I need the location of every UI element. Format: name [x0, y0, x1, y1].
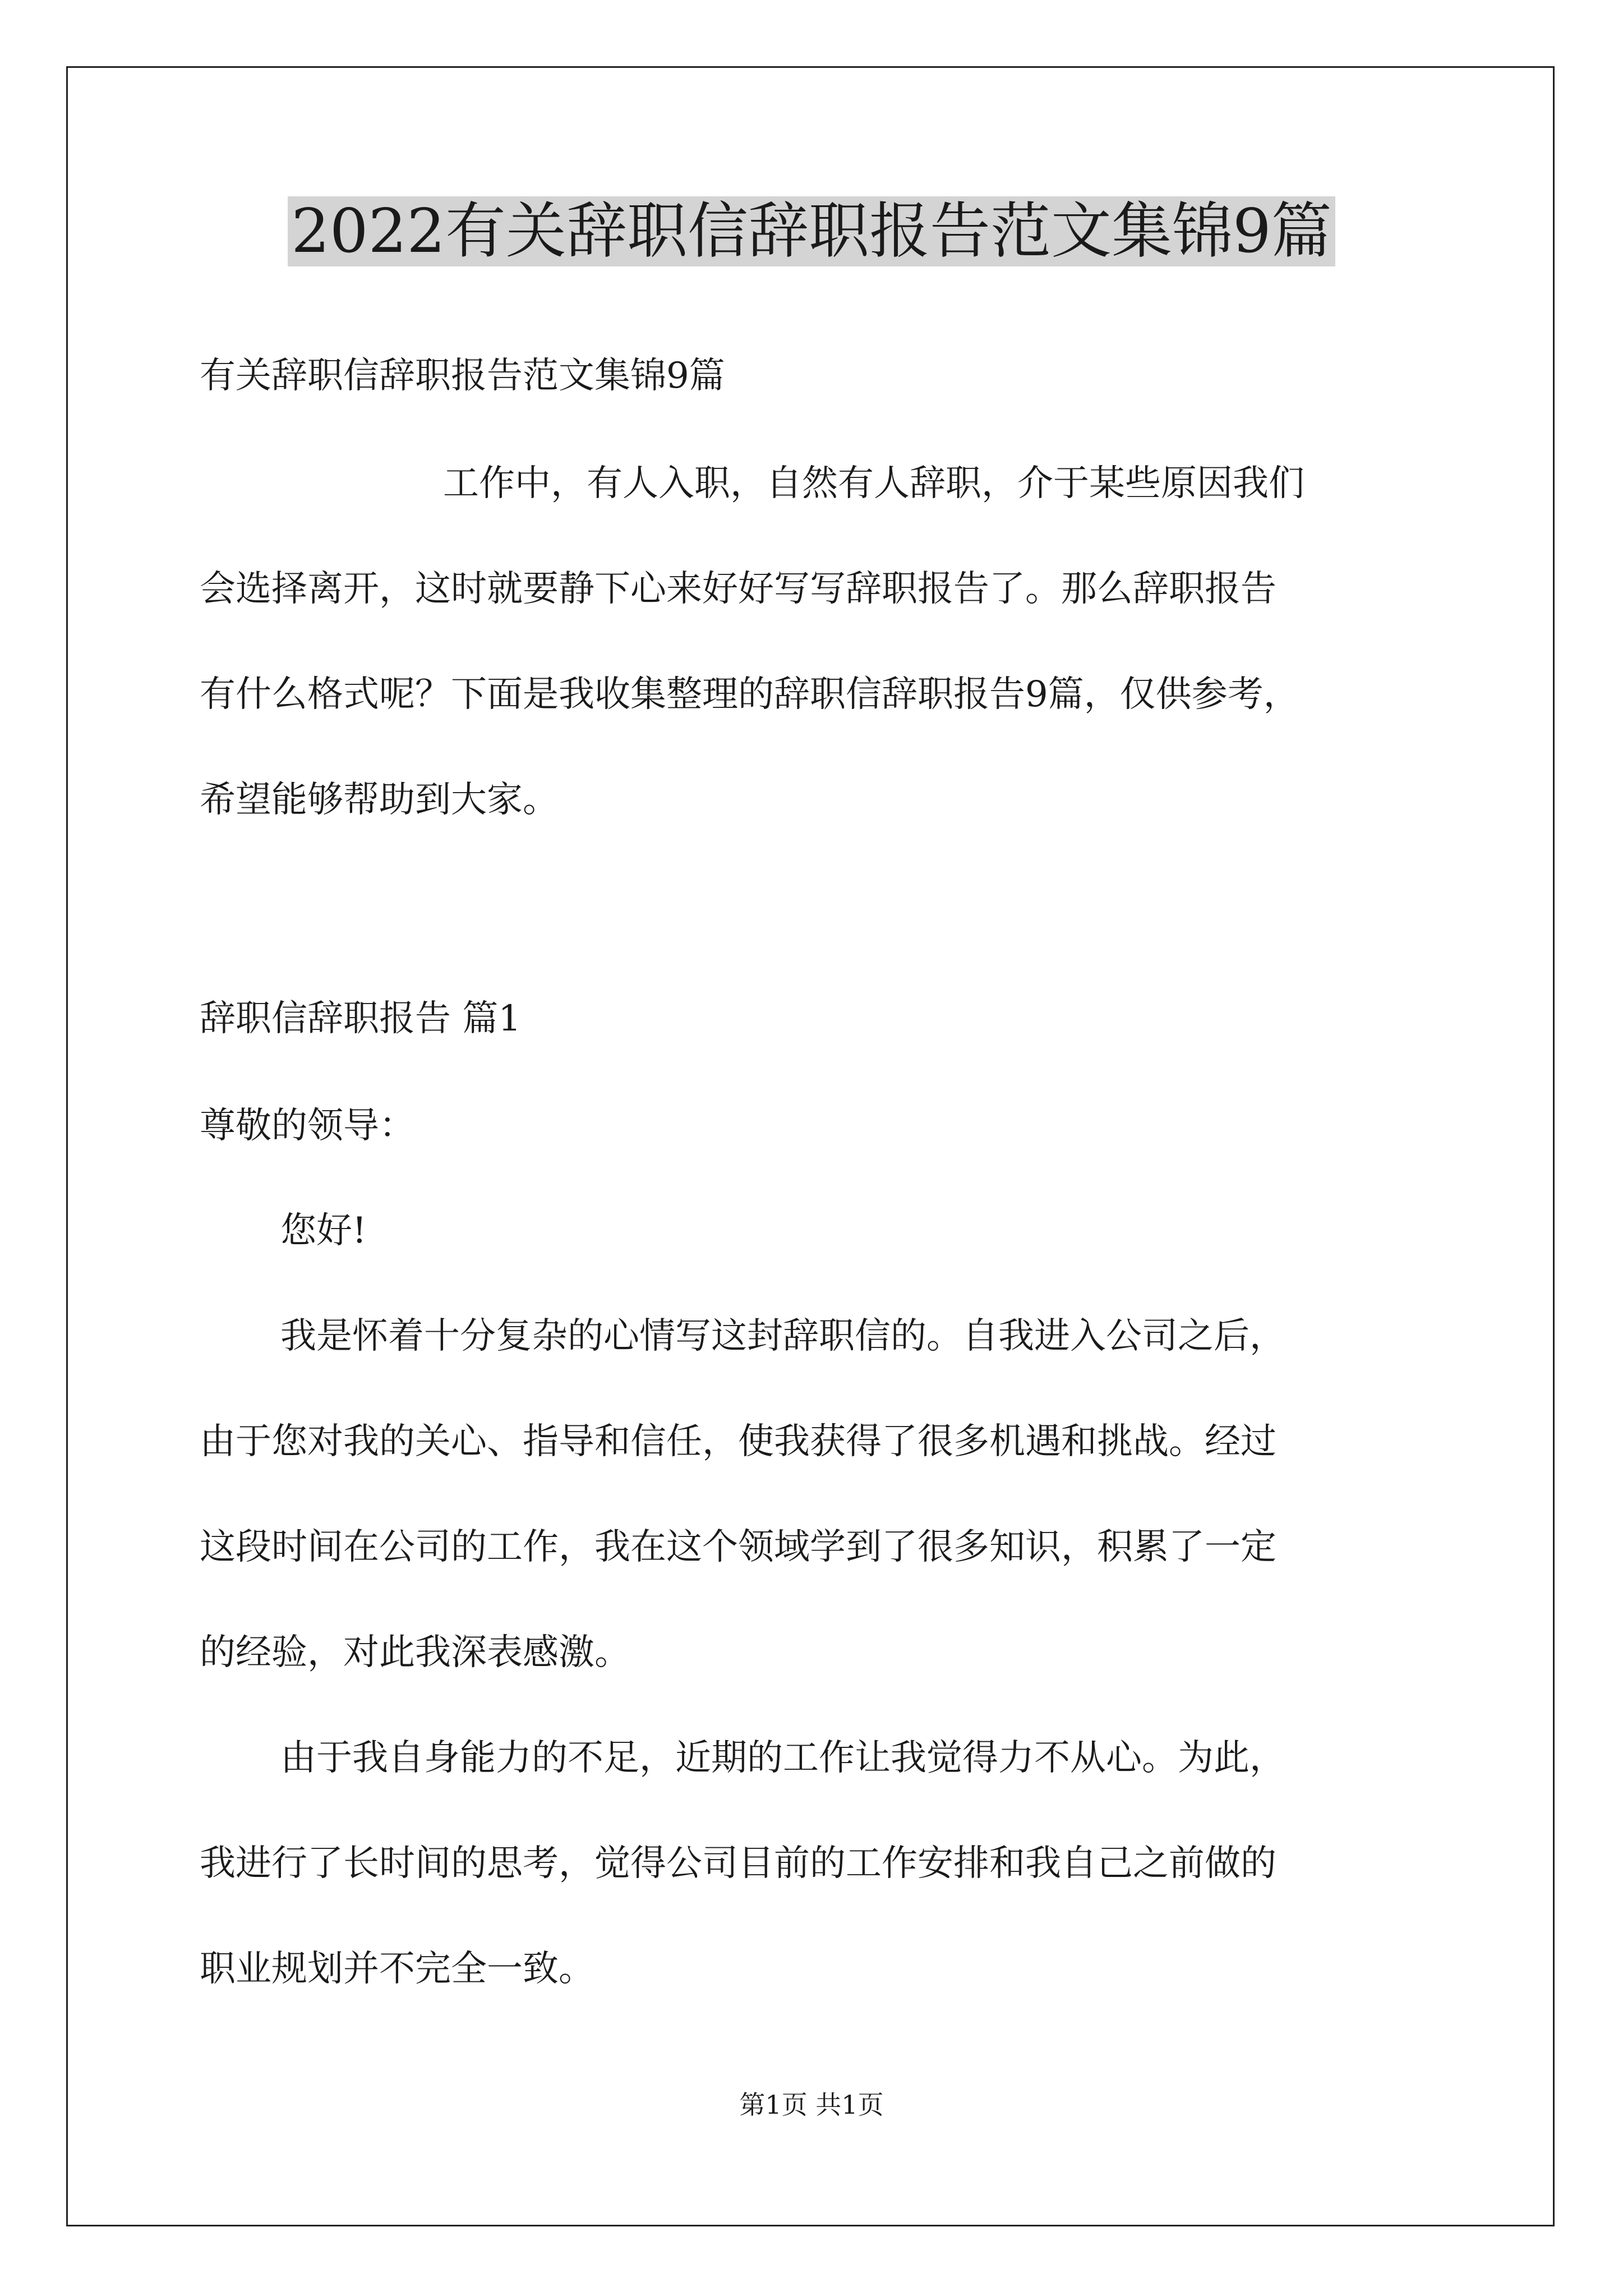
- salutation: 尊敬的领导：: [200, 1105, 415, 1147]
- paragraph-line: 由于您对我的关心、指导和信任，使我获得了很多机遇和挑战。经过: [200, 1421, 1276, 1462]
- document-title-text: 2022有关辞职信辞职报告范文集锦9篇: [288, 196, 1335, 266]
- intro-line: 希望能够帮助到大家。: [200, 779, 559, 821]
- paragraph-line: 我是怀着十分复杂的心情写这封辞职信的。自我进入公司之后，: [280, 1315, 1285, 1357]
- intro-line: 会选择离开，这时就要静下心来好好写写辞职报告了。那么辞职报告: [200, 568, 1276, 610]
- intro-line: 工作中，有人入职，自然有人辞职，介于某些原因我们: [443, 463, 1304, 504]
- document-title: [0, 190, 1623, 274]
- paragraph-line: 我进行了长时间的思考，觉得公司目前的工作安排和我自己之前做的: [200, 1843, 1276, 1884]
- intro-line: 有什么格式呢？下面是我收集整理的辞职信辞职报告9篇，仅供参考，: [200, 674, 1299, 715]
- paragraph-line: 的经验，对此我深表感激。: [200, 1632, 630, 1673]
- section-heading: 辞职信辞职报告 篇1: [200, 998, 522, 1039]
- paragraph-line: 由于我自身能力的不足，近期的工作让我觉得力不从心。为此，: [280, 1737, 1285, 1779]
- paragraph-line: 职业规划并不完全一致。: [200, 1948, 594, 1990]
- page-footer: 第1页 共1页: [739, 2090, 884, 2120]
- document-subtitle: 有关辞职信辞职报告范文集锦9篇: [200, 355, 725, 397]
- greeting: 您好!: [280, 1210, 367, 1251]
- paragraph-line: 这段时间在公司的工作，我在这个领域学到了很多知识，积累了一定: [200, 1526, 1276, 1568]
